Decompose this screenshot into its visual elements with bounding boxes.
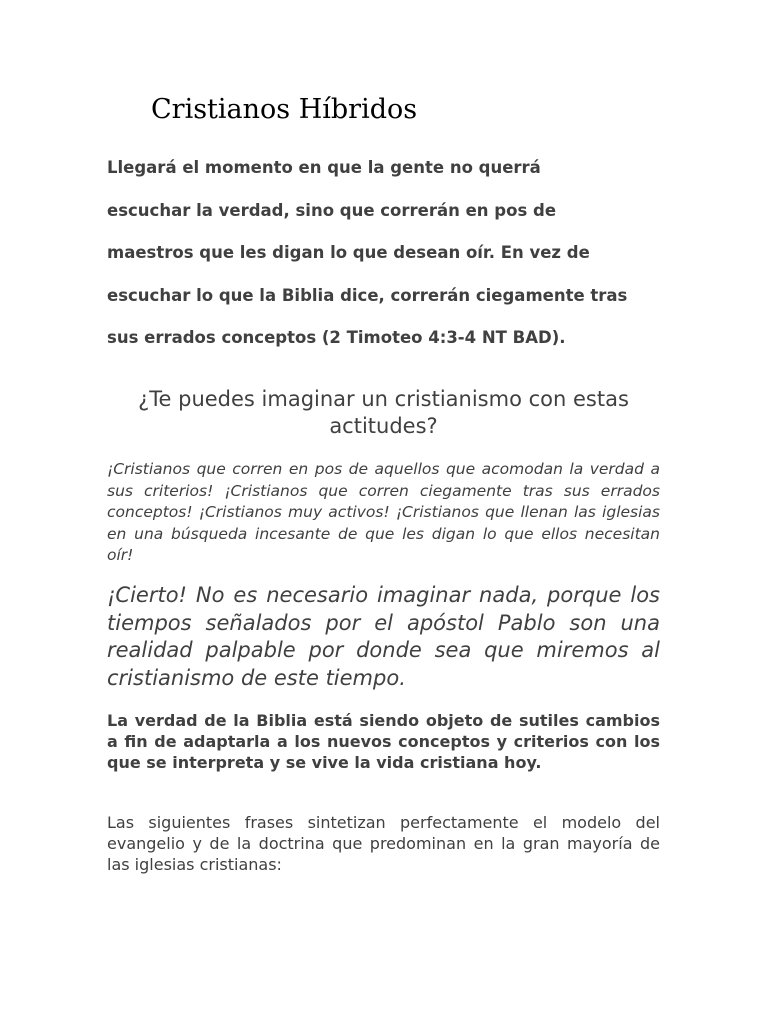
- intro-line: escuchar la verdad, sino que correrán en pos de: [107, 200, 557, 220]
- intro-line: Llegará el momento en que la gente no querrá: [107, 158, 541, 177]
- question-heading: ¿Te puedes imaginar un cristianismo con estas actitudes?: [138, 387, 629, 438]
- intro-line: sus errados conceptos (2 Timoteo 4:3-4 NT BAD).: [107, 328, 566, 347]
- intro-line: escuchar lo que la Biblia dice, correrán ciegamente tras: [107, 285, 628, 305]
- intro-line: maestros que les digan lo que desean oír. En vez de: [107, 243, 590, 262]
- bold-paragraph: La verdad de la Biblia está siendo objeto de sutiles cambios a fin de adaptarla a los nuevos conceptos y criterios con los que se interpreta y se vive la vida cristiana hoy.: [107, 711, 660, 772]
- intro-paragraph: [107, 147, 667, 360]
- italic-paragraph-small: ¡Cristianos que corren en pos de aquellos que acomodan la verdad a sus criterios! ¡Cristianos que corren ciegamente tras sus errados conceptos! ¡Cristianos muy activos! ¡Cristianos que llenan las iglesias en una búsqueda incesante de que les digan lo que ellos necesitan oír!: [107, 460, 660, 564]
- italic-paragraph-large: ¡Cierto! No es necesario imaginar nada, porque los tiempos señalados por el apóstol Pablo son una realidad palpable por donde sea que miremos al cristianismo de este tiempo.: [107, 583, 660, 690]
- document-title: Cristianos Híbridos: [151, 94, 418, 125]
- normal-paragraph: Las siguientes frases sintetizan perfectamente el modelo del evangelio y de la doctrina que predominan en la gran mayoría de las iglesias cristianas:: [107, 813, 660, 874]
